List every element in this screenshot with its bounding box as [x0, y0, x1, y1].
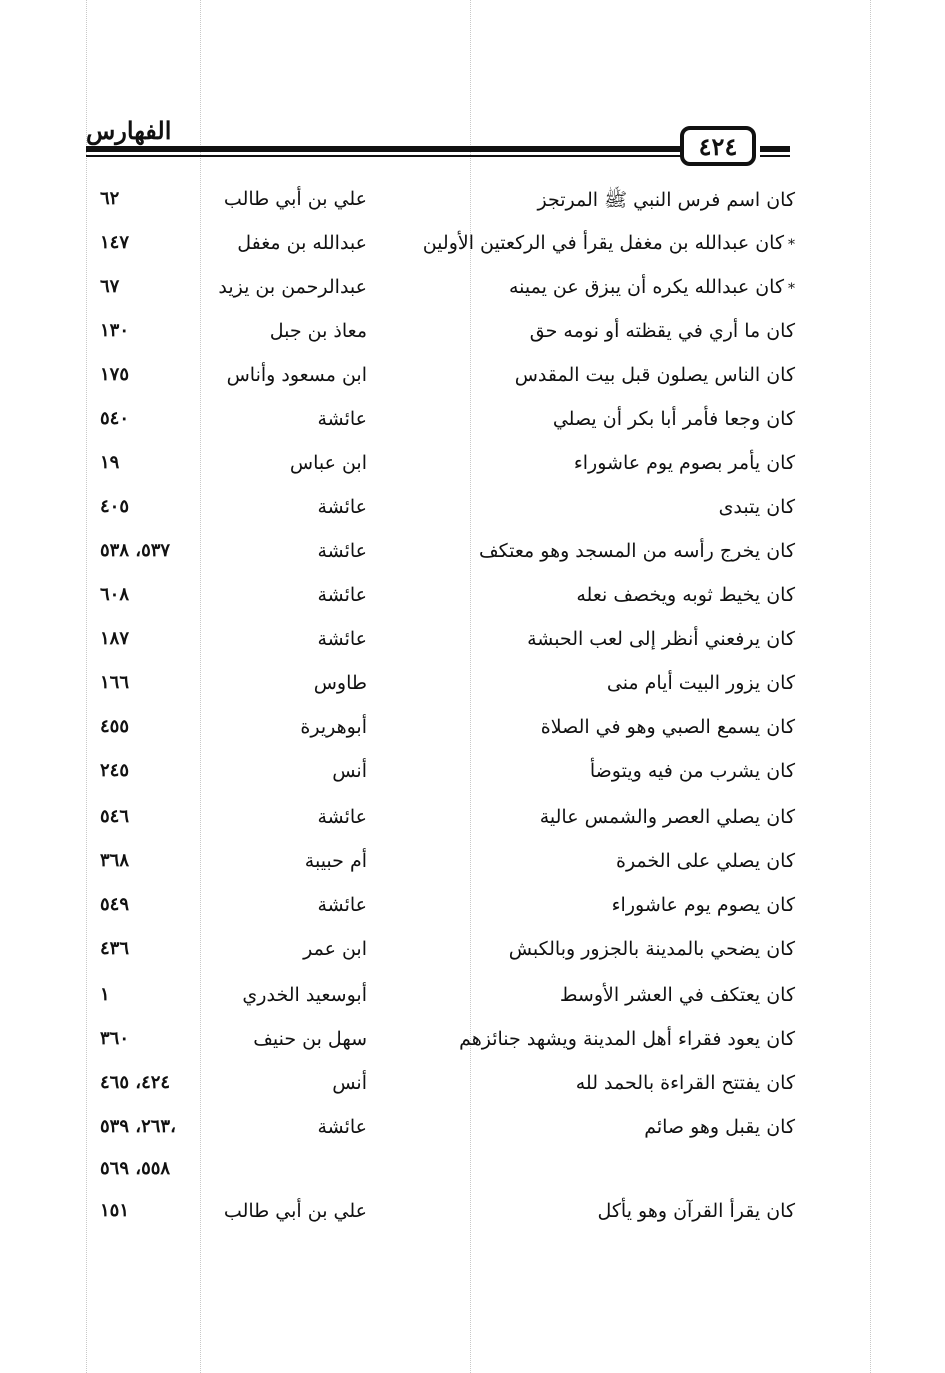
- table-row: [0, 452, 945, 488]
- table-row: [0, 716, 945, 752]
- table-row: [0, 188, 945, 224]
- narrator-name: عبدالله بن مغفل: [237, 232, 367, 254]
- table-row: [0, 276, 945, 312]
- page-references: ١٨٧: [100, 628, 130, 649]
- narrator-name: ابن عباس: [289, 452, 367, 474]
- hadith-label: كان يشرب من فيه ويتوضأ: [589, 760, 795, 782]
- header-rule-thin: [86, 155, 681, 157]
- hadith-text: [459, 1028, 795, 1050]
- hadith-label: كان يصلي العصر والشمس عالية: [539, 806, 795, 828]
- page-references: ٤٥٥: [100, 716, 130, 737]
- table-row: [0, 320, 945, 356]
- hadith-text: [719, 496, 795, 518]
- narrator-name: علي بن أبي طالب: [223, 1200, 367, 1222]
- hadith-label: كان يعتكف في العشر الأوسط: [559, 984, 795, 1006]
- narrator-name: معاذ بن جبل: [269, 320, 367, 342]
- hadith-text: [515, 364, 795, 386]
- header-rule: [86, 146, 681, 152]
- hadith-label: كان يخيط ثوبه ويخصف نعله: [576, 584, 795, 606]
- page-number: ٤٢٤: [680, 126, 756, 166]
- table-row: [0, 984, 945, 1020]
- hadith-text: [509, 938, 795, 960]
- page-references: ٢٤٥: [100, 760, 130, 781]
- hadith-label: كان يتبدى: [718, 496, 795, 518]
- page-references: ٣٦٠: [100, 1028, 130, 1049]
- narrator-name: ابن عمر: [303, 938, 367, 960]
- hadith-label: كان يأمر بصوم يوم عاشوراء: [573, 452, 795, 474]
- narrator-name: عائشة: [317, 1116, 367, 1138]
- narrator-name: أنس: [332, 760, 367, 782]
- hadith-text: [560, 984, 795, 1006]
- page-references: ٤٠٥: [100, 496, 130, 517]
- hadith-text: [644, 1116, 795, 1138]
- table-row: [0, 1072, 945, 1108]
- table-row: [0, 760, 945, 796]
- table-row: [0, 672, 945, 708]
- page-references: ٦٧: [100, 276, 120, 297]
- page-references: ٥٣٧، ٥٣٨: [100, 540, 171, 561]
- table-row: [0, 806, 945, 842]
- hadith-label: كان يزور البيت أيام منى: [606, 672, 795, 694]
- page-references: ٤٢٤، ٤٦٥: [100, 1072, 171, 1093]
- narrator-name: ابن مسعود وأناس: [226, 364, 367, 386]
- narrator-name: أم حبيبة: [304, 850, 367, 872]
- table-row: [0, 894, 945, 930]
- hadith-label: كان عبدالله بن مغفل يقرأ في الركعتين الأولين: [422, 232, 784, 254]
- page-references: ١٥١: [100, 1200, 130, 1221]
- page-references: ١: [100, 984, 110, 1005]
- table-row: [0, 1158, 945, 1194]
- hadith-text: [576, 1072, 795, 1094]
- narrator-name: علي بن أبي طالب: [223, 188, 367, 210]
- hadith-text: [540, 806, 795, 828]
- table-row: [0, 1200, 945, 1236]
- hadith-label: كان يخرج رأسه من المسجد وهو معتكف: [478, 540, 795, 562]
- table-row: [0, 540, 945, 576]
- hadith-label: كان يضحي بالمدينة بالجزور وبالكبش: [508, 938, 795, 960]
- hadith-label: كان اسم فرس النبي ﷺ المرتجز: [537, 189, 795, 211]
- narrator-name: طاوس: [313, 672, 367, 694]
- page-references: ١٩: [100, 452, 120, 473]
- page-references: ١٧٥: [100, 364, 130, 385]
- header-rule-right-thin: [760, 155, 790, 157]
- page-references: ٥٥٨، ٥٦٩: [100, 1158, 171, 1179]
- page-references: ٥٤٦: [100, 806, 130, 827]
- hadith-text: [553, 408, 795, 430]
- hadith-label: كان ما أري في يقظته أو نومه حق: [529, 320, 795, 342]
- table-row: [0, 1028, 945, 1064]
- header-rule-right: [760, 146, 790, 152]
- hadith-label: كان يقرأ القرآن وهو يأكل: [597, 1200, 795, 1222]
- narrator-name: عائشة: [317, 496, 367, 518]
- narrator-name: سهل بن حنيف: [253, 1028, 367, 1050]
- hadith-text: [590, 760, 795, 782]
- table-row: [0, 1116, 945, 1152]
- hadith-label: كان يصوم يوم عاشوراء: [611, 894, 795, 916]
- table-row: [0, 496, 945, 532]
- table-row: [0, 850, 945, 886]
- narrator-name: عائشة: [317, 408, 367, 430]
- hadith-text: [538, 188, 795, 216]
- page-references: ٥٤٩: [100, 894, 130, 915]
- hadith-text: [576, 584, 795, 606]
- hadith-text: [509, 276, 795, 298]
- hadith-text: [574, 452, 795, 474]
- asterisk-marker: *: [788, 281, 795, 297]
- table-row: [0, 584, 945, 620]
- hadith-text: [607, 672, 795, 694]
- table-row: [0, 364, 945, 400]
- page-references: ٦٠٨: [100, 584, 130, 605]
- page-references: ١٤٧: [100, 232, 130, 253]
- hadith-label: كان يفتتح القراءة بالحمد لله: [575, 1072, 795, 1094]
- page-references: ٥٤٠: [100, 408, 130, 429]
- page-references: ٦٢: [100, 188, 120, 209]
- narrator-name: أبوهريرة: [300, 716, 367, 738]
- narrator-name: عائشة: [317, 806, 367, 828]
- page-references: ٢٦٣، ٥٣٩،: [100, 1116, 176, 1137]
- page-title: الفهارس: [86, 116, 172, 145]
- table-row: [0, 938, 945, 974]
- hadith-label: كان يرفعني أنظر إلى لعب الحبشة: [527, 628, 795, 650]
- narrator-name: عائشة: [317, 628, 367, 650]
- page-references: ١٣٠: [100, 320, 130, 341]
- hadith-text: [527, 628, 795, 650]
- narrator-name: أبوسعيد الخدري: [242, 984, 367, 1006]
- hadith-label: كان الناس يصلون قبل بيت المقدس: [514, 364, 795, 386]
- hadith-label: كان يقبل وهو صائم: [644, 1116, 795, 1138]
- narrator-name: أنس: [332, 1072, 367, 1094]
- hadith-label: كان يعود فقراء أهل المدينة ويشهد جنائزهم: [459, 1028, 795, 1050]
- narrator-name: عائشة: [317, 894, 367, 916]
- asterisk-marker: *: [788, 237, 795, 253]
- narrator-name: عائشة: [317, 540, 367, 562]
- table-row: [0, 628, 945, 664]
- hadith-label: كان يصلي على الخمرة: [615, 850, 795, 872]
- hadith-text: [479, 540, 795, 562]
- hadith-text: [612, 894, 795, 916]
- hadith-label: كان وجعا فأمر أبا بكر أن يصلي: [552, 408, 795, 430]
- narrator-name: عائشة: [317, 584, 367, 606]
- hadith-text: [530, 320, 795, 342]
- hadith-text: [423, 232, 795, 254]
- narrator-name: عبدالرحمن بن يزيد: [218, 276, 367, 298]
- hadith-label: كان يسمع الصبي وهو في الصلاة: [540, 716, 795, 738]
- hadith-text: [597, 1200, 795, 1222]
- page-references: ٤٣٦: [100, 938, 130, 959]
- hadith-label: كان عبدالله يكره أن يبزق عن يمينه: [508, 276, 784, 298]
- table-row: [0, 408, 945, 444]
- page-references: ٣٦٨: [100, 850, 130, 871]
- page-references: ١٦٦: [100, 672, 130, 693]
- hadith-text: [541, 716, 795, 738]
- hadith-text: [616, 850, 795, 872]
- table-row: [0, 232, 945, 268]
